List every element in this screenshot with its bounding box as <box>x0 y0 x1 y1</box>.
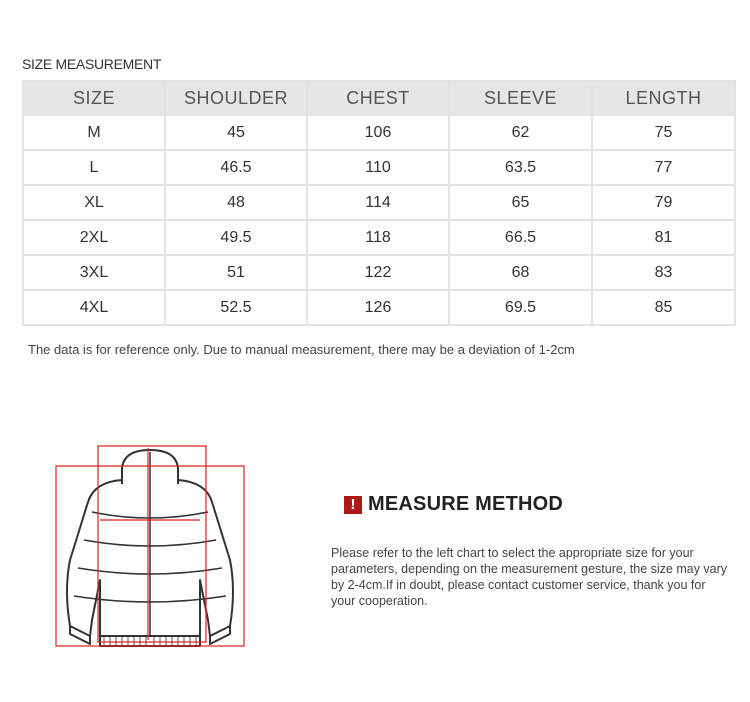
warning-icon: ! <box>344 496 362 514</box>
header-size: SIZE <box>23 81 165 115</box>
table-row <box>23 185 735 220</box>
cell-chest: 122 <box>307 255 449 290</box>
cell-shoulder: 46.5 <box>165 150 307 185</box>
cell-sleeve: 69.5 <box>449 290 592 325</box>
cell-size: M <box>23 115 165 150</box>
table-row <box>23 290 735 325</box>
cell-chest: 106 <box>307 115 449 150</box>
table-row <box>23 115 735 150</box>
header-chest: CHEST <box>307 81 449 115</box>
cell-chest: 126 <box>307 290 449 325</box>
cell-length: 77 <box>592 150 735 185</box>
cell-sleeve: 62 <box>449 115 592 150</box>
cell-length: 85 <box>592 290 735 325</box>
measure-method-heading <box>344 493 563 516</box>
header-sleeve: SLEEVE <box>449 81 592 115</box>
header-length: LENGTH <box>592 81 735 115</box>
cell-chest: 110 <box>307 150 449 185</box>
cell-length: 83 <box>592 255 735 290</box>
cell-shoulder: 45 <box>165 115 307 150</box>
cell-chest: 118 <box>307 220 449 255</box>
size-table <box>22 80 736 326</box>
cell-shoulder: 49.5 <box>165 220 307 255</box>
jacket-illustration <box>67 450 233 646</box>
table-row <box>23 150 735 185</box>
jacket-diagram <box>48 440 248 652</box>
cell-chest: 114 <box>307 185 449 220</box>
disclaimer-note: The data is for reference only. Due to manual measurement, there may be a deviation of 1-2cm <box>28 342 575 357</box>
cell-sleeve: 63.5 <box>449 150 592 185</box>
cell-size: 2XL <box>23 220 165 255</box>
measure-method-title: MEASURE METHOD <box>368 493 564 515</box>
table-row <box>23 220 735 255</box>
cell-size: 4XL <box>23 290 165 325</box>
cell-size: XL <box>23 185 165 220</box>
table-row <box>23 255 735 290</box>
cell-length: 81 <box>592 220 735 255</box>
cell-sleeve: 65 <box>449 185 592 220</box>
cell-shoulder: 51 <box>165 255 307 290</box>
measure-method-text: Please refer to the left chart to select the appropriate size for your parameters, depending on the measurement gesture, the size may vary by 2-4cm.If in doubt, please contact customer service, thank you for your cooperation. <box>331 546 728 608</box>
cell-size: L <box>23 150 165 185</box>
cell-size: 3XL <box>23 255 165 290</box>
cell-sleeve: 68 <box>449 255 592 290</box>
cell-shoulder: 52.5 <box>165 290 307 325</box>
header-shoulder: SHOULDER <box>165 81 307 115</box>
cell-shoulder: 48 <box>165 185 307 220</box>
section-title: SIZE MEASUREMENT <box>22 56 162 72</box>
table-header-row <box>23 81 735 115</box>
cell-length: 79 <box>592 185 735 220</box>
cell-length: 75 <box>592 115 735 150</box>
cell-sleeve: 66.5 <box>449 220 592 255</box>
